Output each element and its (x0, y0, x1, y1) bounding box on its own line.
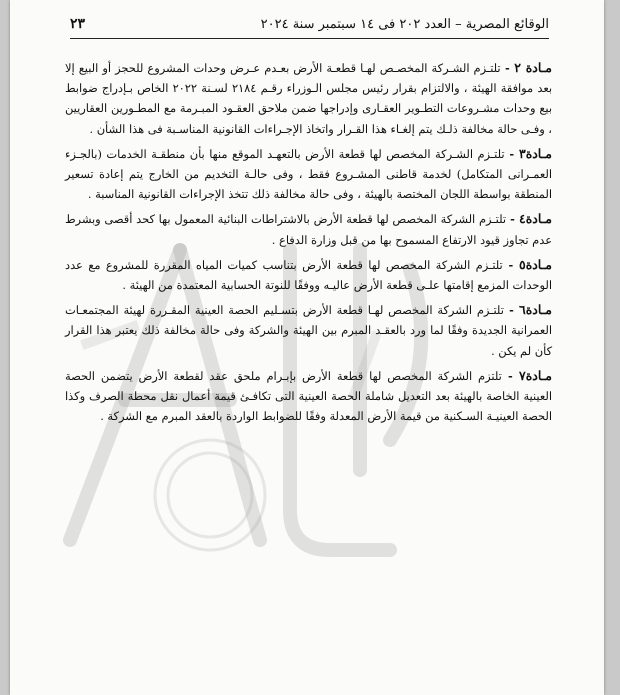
article-label: مـادة٧ (518, 367, 552, 383)
header-title: الوقائع المصرية – العدد ٢٠٢ فى ١٤ سبتمبر سنة ٢٠٢٤ (260, 16, 549, 32)
document-page (10, 0, 604, 695)
article-4: مـادة٤ - تلتـزم الشركة المخصص لها قطعة الأرض بالاشتراطات البنائية المعمول بها كحد أقصى وبشرط عدم تجاوز قيود الارتفاع المسموح بها من قبل وزارة الدفاع . (65, 211, 552, 247)
document-body (65, 58, 552, 431)
article-label: مـادة ٢ (514, 60, 552, 75)
page-header (70, 10, 549, 39)
article-label: مـادة٦ (518, 302, 552, 318)
page-number: ٢٣ (70, 16, 86, 32)
article-text: تلتـزم الشركة المخصص لها قطعة الأرض بتناسب كميات المياه المقررة للمشروع مع عدد الوحدات المزمع إقامتها علـى قطعة الأرض عاليـه ووفقًا للنوتة الحسابية المعتمدة من الهيئة . (65, 257, 552, 293)
article-7: مـادة٧ - تلتزم الشركة المخصص لها قطعة الأرض بإبـرام ملحق عقد لقطعة الأرض يتضمن الحصة العينية الخاصة بالهيئة بعد التعديل شاملة الحصة العينية التى تكافـئ قيمة أعمال نقل محطة الصرف وكذا الحصة العينيـة السـكنية من قيمة الأرض المعدلة وفقًا للضوابط الواردة بالعقد المبرم مع الشركة . (65, 367, 552, 424)
article-label: مـادة٣ (518, 145, 552, 161)
article-3: مـادة٣ - تلتـزم الشـركة المخصص لها قطعة الأرض بالتعهـد الموقع منها بأن منطقـة الخدمات (بالجـزء العمـرانى المتكامل) لخدمة قاطنى المشـروع فقط ، وفى حالـة التخديم من الخارج يتم إعادة تسعير المنطقة بواسطة اللجان المختصة بالهيئة ، وفى حالة مخالفة ذلك تتخذ الإجراءات القانونية المناسبة . (65, 145, 552, 202)
article-text: تلتزم الشركة المخصص لها قطعة الأرض بإبـرام ملحق عقد لقطعة الأرض يتضمن الحصة العينية الخاصة بالهيئة بعد التعديل شاملة الحصة العينية التى تكافـئ قيمة أعمال نقل محطة الصرف وكذا الحصة العينيـة السـكنية من قيمة الأرض المعدلة وفقًا للضوابط الواردة بالعقد المبرم مع الشركة . (65, 368, 552, 424)
article-2: مـادة ٢ - تلتـزم الشـركة المخصـص لهـا قطعـة الأرض بعـدم عـرض وحدات المشروع للحجز أو البيع إلا بعد موافقة الهيئة ، والالتزام بقرار رئيس مجلس الـوزراء رقـم ٢١٨٤ لسـنة ٢٠٢٢ الخاص بـإدراج ضوابط بيع وحدات مشـروعات التطـوير العقـارى وإدراجها ضمن ملاحق العقـود المبـرمة مع المطـورين العقاريين ، وفـى حالة مخالفة ذلـك يتم إلغـاء هذا القـرار واتخاذ الإجـراءات القانونية المناسـبة فى هذا الشأن . (65, 60, 552, 136)
article-label: مـادة٤ (518, 211, 552, 227)
article-5: مـادة٥ - تلتـزم الشركة المخصص لها قطعة الأرض بتناسب كميات المياه المقررة للمشروع مع عدد الوحدات المزمع إقامتها علـى قطعة الأرض عاليـه ووفقًا للنوتة الحسابية المعتمدة من الهيئة . (65, 256, 552, 293)
article-label: مـادة٥ (518, 256, 552, 272)
article-text: تلتـزم الشركة المخصص لها قطعة الأرض بالاشتراطات البنائية المعمول بها كحد أقصى وبشرط عدم تجاوز قيود الارتفاع المسموح بها من قبل وزارة الدفاع . (65, 212, 552, 247)
article-text: تلتـزم الشـركة المخصـص لهـا قطعـة الأرض بعـدم عـرض وحدات المشروع للحجز أو البيع إلا بعد موافقة الهيئة ، والالتزام بقرار رئيس مجلس الـوزراء رقـم ٢١٨٤ لسـنة ٢٠٢٢ الخاص بـإدراج ضوابط بيع وحدات مشـروعات التطـوير العقـارى وإدراجها ضمن ملاحق العقـود المبـرمة مع المطـورين العقاريين ، وفـى حالة مخالفة ذلـك يتم إلغـاء هذا القـرار واتخاذ الإجـراءات القانونية المناسـبة فى هذا الشأن . (65, 61, 552, 136)
article-text: تلتـزم الشركة المخصص لهـا قطعة الأرض بتسـليم الحصة العينية المقـررة لهيئة المجتمعـات العمرانية الجديدة وفقًا لما ورد بالعقـد المبرم بين الهيئة والشركة وفى حالة مخالفة ذلك يعتبر هذا القرار كأن لم يكن . (65, 303, 552, 358)
article-6: مـادة٦ - تلتـزم الشركة المخصص لهـا قطعة الأرض بتسـليم الحصة العينية المقـررة لهيئة المجتمعـات العمرانية الجديدة وفقًا لما ورد بالعقـد المبرم بين الهيئة والشركة وفى حالة مخالفة ذلك يعتبر هذا القرار كأن لم يكن . (65, 302, 552, 358)
article-text: تلتـزم الشـركة المخصص لها قطعة الأرض بالتعهـد الموقع منها بأن منطقـة الخدمات (بالجـزء العمـرانى المتكامل) لخدمة قاطنى المشـروع فقط ، وفى حالـة التخديم من الخارج يتم إعادة تسعير المنطقة بواسطة اللجان المختصة بالهيئة ، وفى حالة مخالفة ذلك تتخذ الإجراءات القانونية المناسبة . (65, 146, 552, 202)
